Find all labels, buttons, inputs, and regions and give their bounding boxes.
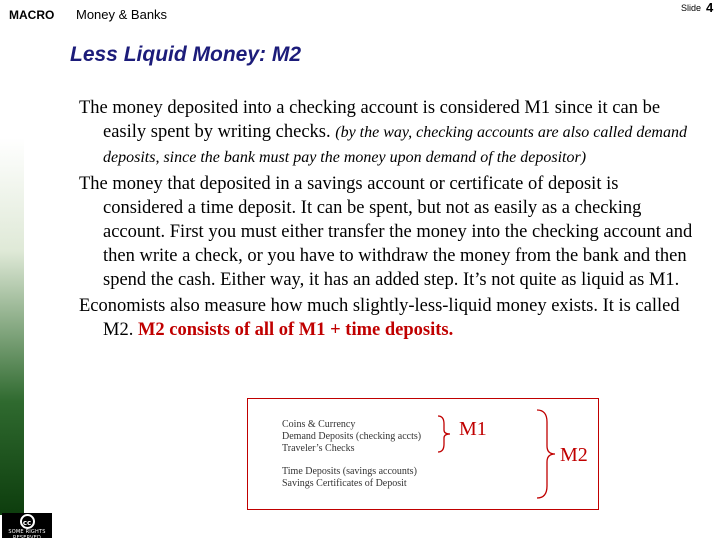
time-deposit-item: Time Deposits (savings accounts) [282, 466, 417, 477]
m1-item: Traveler’s Checks [282, 443, 355, 454]
m1-brace [436, 414, 456, 454]
decorative-sidebar [0, 138, 24, 515]
paragraph-time-deposit: The money that deposited in a savings account or certificate of deposit is considered a time deposit. It can be spent, but not as easily as a checking account. First you must either transfer the money into the checking account and then write a check, or you have to withdraw the money from the bank and then spend the cash. Either way, it has an added step. It’s not quite as liquid as M1. [79, 174, 693, 290]
paragraph-checking-text: The money deposited into a checking account is considered M1 since it can be easily spent by writing checks. [79, 98, 661, 142]
m2-definition: M2 consists of all of M1 + time deposits. [137, 320, 454, 340]
m1-item: Demand Deposits (checking accts) [282, 431, 422, 442]
slide-body [79, 96, 699, 344]
paragraph-m2 [79, 294, 699, 342]
slide-label: Slide [681, 3, 702, 13]
license-text: SOME RIGHTS RESERVED [8, 529, 46, 541]
m2-brace [535, 408, 559, 500]
m1-components [282, 419, 421, 455]
topic-label: Money & Banks [76, 7, 168, 22]
paragraph-checking-aside: (by the way, checking accounts are also called demand deposits, since the bank must pay the money upon demand of the depositor) [103, 124, 687, 166]
m1-item: Coins & Currency [282, 419, 356, 430]
paragraph-m2-text: Economists also measure how much slightly-less-liquid money exists. It is called M2. [79, 296, 680, 340]
slide-title: Less Liquid Money: M2 [70, 43, 302, 66]
time-deposit-item: Savings Certificates of Deposit [282, 478, 407, 489]
m2-label: M2 [560, 444, 588, 466]
course-label: MACRO [9, 8, 55, 22]
creative-commons-badge[interactable] [2, 513, 52, 541]
slide-number: 4 [706, 0, 714, 15]
time-deposit-components [282, 466, 417, 490]
m1-label: M1 [459, 418, 487, 440]
paragraph-checking [79, 96, 699, 170]
creative-commons-icon: cc [20, 514, 35, 529]
